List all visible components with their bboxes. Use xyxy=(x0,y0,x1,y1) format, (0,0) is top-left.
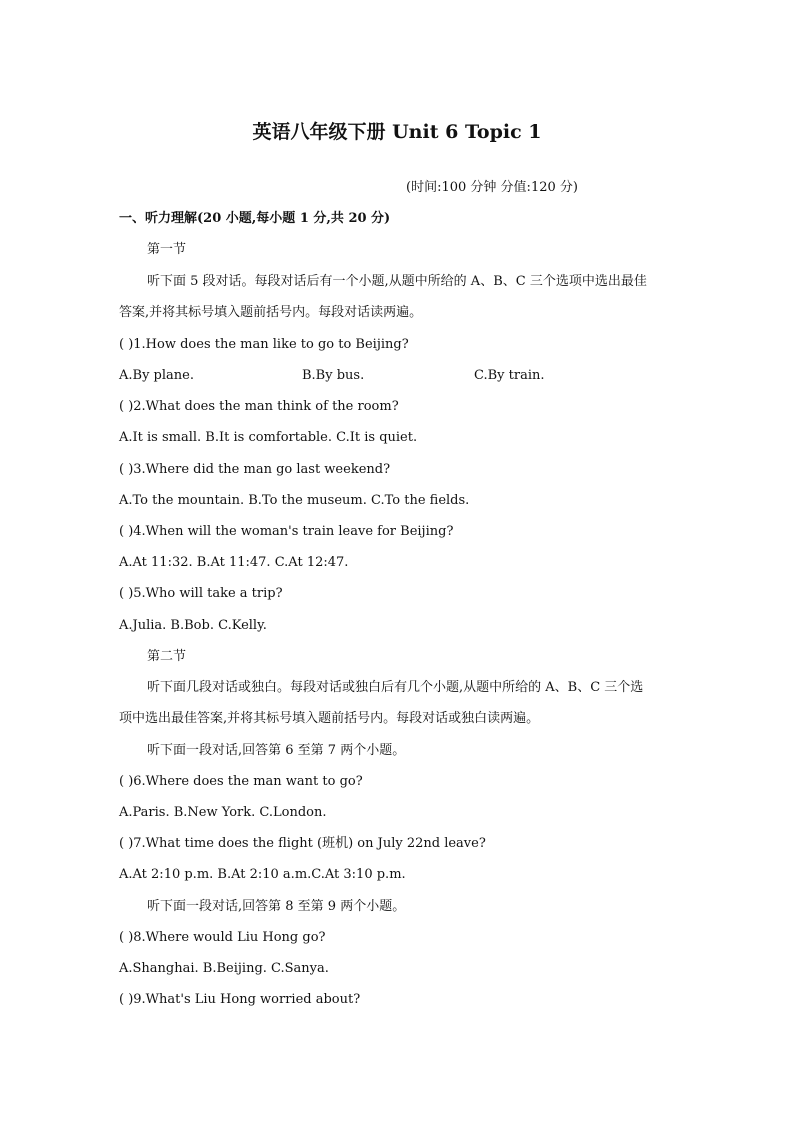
part1-label: 第一节 xyxy=(147,242,187,257)
question-3: ( )3.Where did the man go last weekend? xyxy=(119,462,391,477)
part1-instruction-cont: 答案,并将其标号填入题前括号内。每段对话读两遍。 xyxy=(119,305,423,320)
question-4-options: A.At 11:32. B.At 11:47. C.At 12:47. xyxy=(119,555,349,570)
option-b: B.By bus. xyxy=(302,368,365,383)
question-8: ( )8.Where would Liu Hong go? xyxy=(119,930,326,945)
question-2-options: A.It is small. B.It is comfortable. C.It is quiet. xyxy=(119,430,418,445)
question-4: ( )4.When will the woman's train leave for Beijing? xyxy=(119,524,454,539)
option-a: A.By plane. xyxy=(119,368,194,383)
time-score-info: (时间:100 分钟 分值:120 分) xyxy=(406,180,578,195)
question-6-options: A.Paris. B.New York. C.London. xyxy=(119,805,327,820)
part1-instruction: 听下面 5 段对话。每段对话后有一个小题,从题中所给的 A、B、C 三个选项中选出最佳 xyxy=(147,274,647,289)
question-6: ( )6.Where does the man want to go? xyxy=(119,774,363,789)
question-7-options: A.At 2:10 p.m. B.At 2:10 a.m.C.At 3:10 p.m. xyxy=(119,867,406,882)
option-c: C.By train. xyxy=(474,368,545,383)
page-title: 英语八年级下册 Unit 6 Topic 1 xyxy=(252,121,542,143)
question-8-options: A.Shanghai. B.Beijing. C.Sanya. xyxy=(119,961,329,976)
question-1-options xyxy=(119,368,545,384)
dialog-intro-6-7: 听下面一段对话,回答第 6 至第 7 两个小题。 xyxy=(147,743,406,758)
section-heading: 一、听力理解(20 小题,每小题 1 分,共 20 分) xyxy=(119,211,391,226)
question-1: ( )1.How does the man like to go to Beijing? xyxy=(119,337,409,352)
question-7: ( )7.What time does the flight (班机) on July 22nd leave? xyxy=(119,836,486,851)
question-5: ( )5.Who will take a trip? xyxy=(119,586,283,601)
question-3-options: A.To the mountain. B.To the museum. C.To the fields. xyxy=(119,493,470,508)
dialog-intro-8-9: 听下面一段对话,回答第 8 至第 9 两个小题。 xyxy=(147,899,406,914)
question-2: ( )2.What does the man think of the room? xyxy=(119,399,399,414)
question-9: ( )9.What's Liu Hong worried about? xyxy=(119,992,361,1007)
part2-label: 第二节 xyxy=(147,649,187,664)
part2-instruction: 听下面几段对话或独白。每段对话或独白后有几个小题,从题中所给的 A、B、C 三个选 xyxy=(147,680,644,695)
part2-instruction-cont: 项中选出最佳答案,并将其标号填入题前括号内。每段对话或独白读两遍。 xyxy=(119,711,540,726)
question-5-options: A.Julia. B.Bob. C.Kelly. xyxy=(119,618,267,633)
